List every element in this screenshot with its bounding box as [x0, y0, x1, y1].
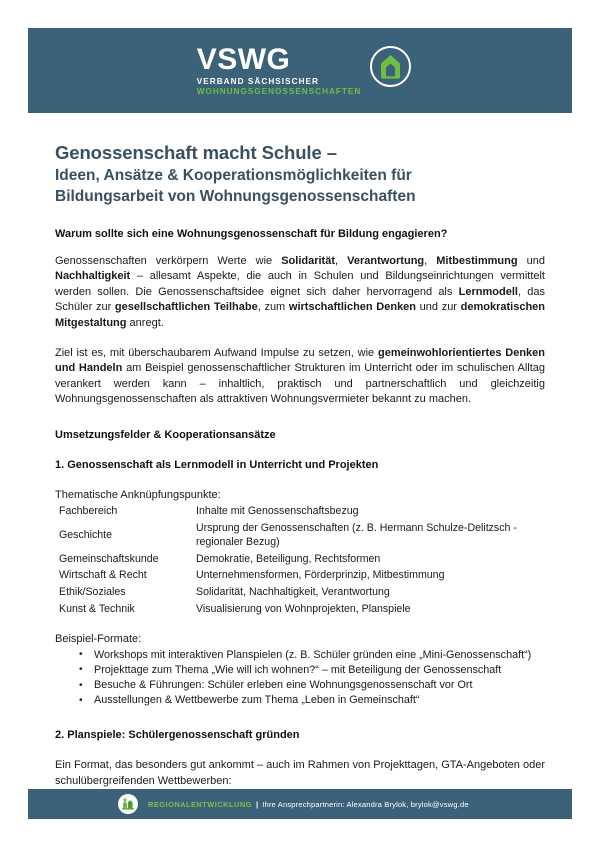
table-row: [55, 520, 545, 551]
paragraph-values: [55, 254, 545, 331]
footer-text-block: [148, 800, 469, 809]
p2-seg1: Ziel ist es, mit überschaubarem Aufwand Impulse zu setzen, wie: [55, 347, 378, 360]
p1-bold2: Verantwortung: [347, 255, 425, 267]
table-row: [55, 551, 545, 568]
footer-label: REGIONALENTWICKLUNG: [148, 799, 252, 809]
table-row: [55, 601, 545, 618]
table-cell-subject: Geschichte: [59, 528, 112, 541]
table-cell-subject: Kunst & Technik: [59, 602, 135, 615]
heading-why: Warum sollte sich eine Wohnungsgenossenschaft für Bildung engagieren?: [55, 228, 448, 240]
p1-bold3: Mitbestimmung: [436, 255, 518, 267]
subheading-lernmodell: 1. Genossenschaft als Lernmodell in Unterricht und Projekten: [55, 458, 379, 471]
table-column-header-inhalte: Inhalte mit Genossenschaftsbezug: [196, 505, 359, 518]
p1-seg8: und zur: [416, 301, 461, 314]
p1-seg9: anregt.: [126, 316, 164, 329]
p1-bold4: Nachhaltigkeit: [55, 270, 131, 283]
table-cell-subject: Gemeinschaftskunde: [59, 552, 159, 565]
list-item: • Projekttage zum Thema „Wie will ich wohnen?“ – mit Beteiligung der Genossenschaft: [94, 663, 545, 678]
header-banner: [28, 28, 572, 113]
table-row: [55, 584, 545, 601]
p1-seg3: ,: [424, 255, 437, 267]
vswg-logo: [196, 42, 412, 97]
table-cell-subject: Wirtschaft & Recht: [59, 569, 147, 582]
table-cell-content: Unternehmensformen, Förderprinzip, Mitbestimmung: [196, 569, 445, 582]
p1-seg7: , zum: [257, 301, 289, 314]
p1-seg5: – allesamt Aspekte, die auch in Schulen und Bildungseinrichtungen vermittelt werden sollen. Die Genossenschaftsidee eignet sich daher hervorragend als: [55, 270, 545, 298]
p1-seg2: ,: [335, 255, 348, 267]
title-line-1: Genossenschaft macht Schule –: [55, 142, 337, 163]
table-header-row: [55, 503, 545, 520]
subheading-planspiele: 2. Planspiele: Schülergenossenschaft gründen: [55, 729, 300, 742]
house-in-circle-icon: [370, 46, 411, 87]
footer-separator: |: [255, 799, 259, 809]
example-formats-list: [55, 648, 545, 709]
p1-bold7: wirtschaftlichen Denken: [288, 301, 417, 314]
table-cell-content: Ursprung der Genossenschaften (z. B. Hermann Schulze-Delitzsch - regionaler Bezug): [196, 521, 517, 549]
footer-contact: Ihre Ansprechpartnerin: Alexandra Brylok, brylok@vswg.de: [262, 799, 469, 809]
list-item: • Workshops mit interaktiven Planspielen (z. B. Schüler gründen eine „Mini-Genossenschaft“): [94, 648, 545, 663]
p2-seg2: am Beispiel genossenschaftlicher Strukturen im Unterricht oder im schulischen Alltag verankert werden kann – inhaltlich, praktisch und partnerschaftlich und gleichzeitig Wohnungsgenossenschaften als attraktiven Wohnungsvermieter bekannt zu machen.: [55, 362, 546, 406]
table-intro-label: Thematische Anknüpfungspunkte:: [55, 488, 221, 501]
p1-seg4: und: [517, 255, 545, 267]
list-item: • Besuche & Führungen: Schüler erleben eine Wohnungsgenossenschaft vor Ort: [94, 678, 545, 693]
document-body: [55, 140, 545, 789]
table-cell-subject: Ethik/Soziales: [59, 586, 126, 599]
table-row: [55, 567, 545, 584]
heading-umsetzungsfelder: Umsetzungsfelder & Kooperationsansätze: [55, 428, 276, 441]
examples-intro-label: Beispiel-Formate:: [55, 633, 142, 646]
footer-banner: [28, 789, 572, 819]
p1-seg6: , das Schüler zur: [55, 285, 545, 314]
logo-subtitle-line1: VERBAND SÄCHSISCHER: [196, 76, 320, 86]
logo-text-block: [196, 42, 362, 97]
p1-bold8: demokratischen Mitgestaltung: [55, 301, 546, 329]
page-title: [55, 140, 545, 207]
p1-bold6: gesellschaftlichen Teilhabe: [114, 301, 258, 314]
table-column-header-fachbereich: Fachbereich: [59, 505, 118, 518]
p1-bold1: Solidarität: [281, 255, 335, 267]
paragraph-planspiele: Ein Format, das besonders gut ankommt – auch im Rahmen von Projekttagen, GTA-Angeboten oder schulübergreifenden Wettbewerben:: [55, 759, 545, 787]
table-cell-content: Solidarität, Nachhaltigkeit, Verantwortung: [196, 586, 390, 599]
table-cell-content: Visualisierung von Wohnprojekten, Planspiele: [196, 602, 411, 615]
title-line-3: Bildungsarbeit von Wohnungsgenossenschaften: [55, 188, 416, 205]
green-landscape-circle-icon: [118, 794, 138, 814]
table-cell-content: Demokratie, Beteiligung, Rechtsformen: [196, 552, 381, 565]
logo-subtitle-line2: WOHNUNGSGENOSSENSCHAFTEN: [196, 87, 362, 97]
title-line-2: Ideen, Ansätze & Kooperationsmöglichkeiten für: [55, 167, 412, 184]
logo-wordmark: VSWG: [196, 42, 291, 76]
topics-table: [55, 503, 545, 617]
footer-content: [118, 794, 469, 814]
p1-bold5: Lernmodell: [458, 285, 518, 298]
paragraph-goal: [55, 346, 545, 408]
p2-bold1: gemeinwohlorientiertes Denken und Handeln: [55, 347, 545, 375]
p1-seg1: Genossenschaften verkörpern Werte wie: [55, 255, 282, 267]
list-item: • Ausstellungen & Wettbewerbe zum Thema „Leben in Gemeinschaft“: [94, 693, 545, 708]
